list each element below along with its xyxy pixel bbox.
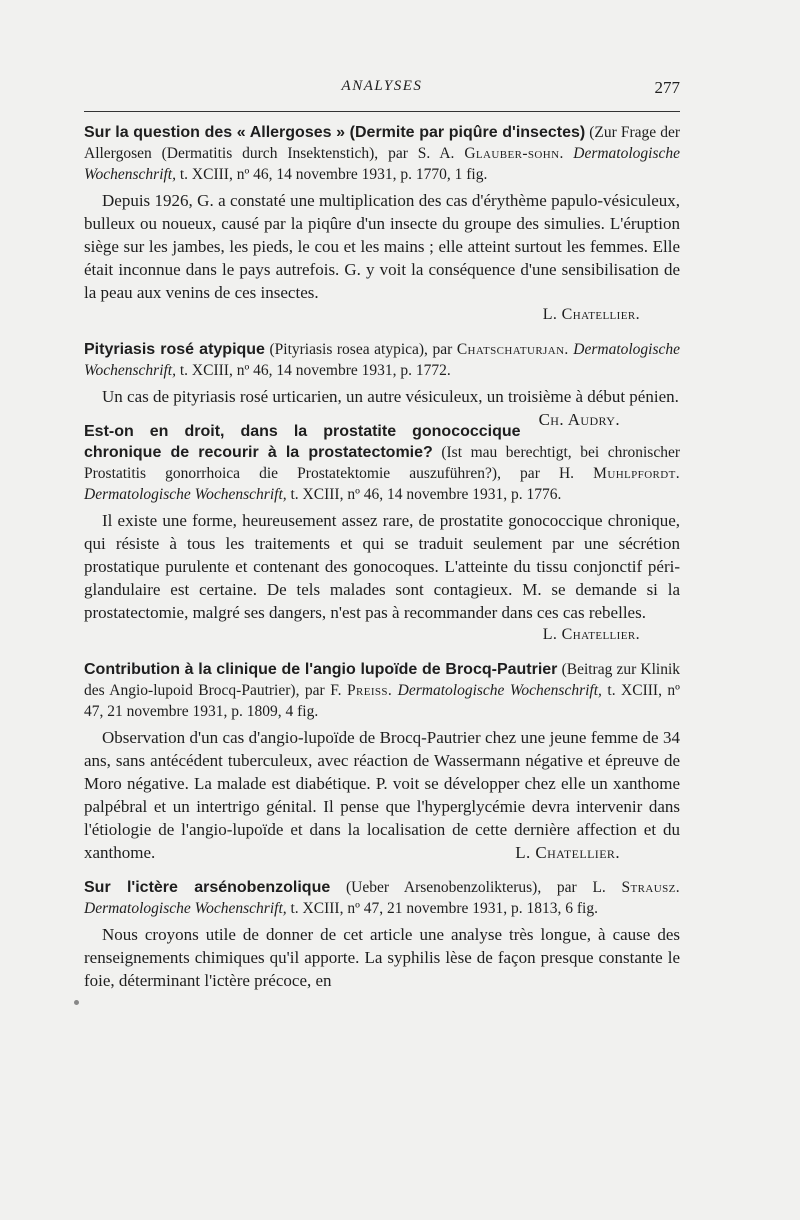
entry-body: Il existe une forme, heureusement assez rare, de prostatite gonococcique chronique, qui résiste à tous les traitements et qui se traduit seulement par une sécrétion prostatique purulente et contenant des gonocoques. L'atteinte du tissu conjonctif péri-glandulaire est certaine. De tels malades sont contagieux. M. se demande si la prostatectomie, malgré ses dangers, n'est pas à recommander dans ces cas rebelles. <box>84 511 680 622</box>
citation-text: (Pityriasis rosea atypica), par <box>269 341 453 358</box>
entry-citation: Sur la question des « Allergoses » (Dermite par piqûre d'insectes) (Zur Frage der Allergosen (Dermatitis durch Insektenstich), par S. A. Glauber-sohn. Dermatologische Wochenschrift, t. XCIII, nº 46, 14 novembre 1931, p. 1770, 1 fig. <box>84 124 681 183</box>
entry-body: Depuis 1926, G. a constaté une multiplication des cas d'érythème papulo-vésiculeux, bulleux ou noueux, causé par la piqûre d'un insecte du groupe des simulies. L'éruption siège sur les jambes, les pieds, le cou et les mains ; elle atteint surtout les femmes. Elle était inconnue dans le pays autrefois. G. y voit la conséquence d'une sensibilisation de la peau aux venins de ces insectes. <box>84 191 680 302</box>
header-rule <box>84 111 680 112</box>
entry-signature: L. Chatellier. <box>515 843 620 862</box>
citation-text: (Ueber Arsenobenzolikterus), par L. <box>345 879 606 896</box>
entry-headline: Pityriasis rosé atypique <box>84 341 265 358</box>
analysis-entry <box>84 421 680 646</box>
citation-author: Strausz. <box>621 879 681 896</box>
entry-signature: L. Chatellier. <box>542 626 640 643</box>
analysis-entry <box>84 339 681 429</box>
citation-author: Muhlpfordt. <box>593 465 681 482</box>
entry-body <box>84 726 680 864</box>
citation-journal: Dermatologische Wochenschrift, <box>84 900 287 917</box>
citation-author: Chatschaturjan. <box>456 341 569 358</box>
page-number: 277 <box>654 78 680 97</box>
citation-journal: Dermatologische Wochenschrift, <box>397 682 602 699</box>
citation-author: Glauber-sohn <box>464 145 560 162</box>
running-head <box>84 76 680 100</box>
entry-citation <box>84 421 680 505</box>
analysis-entry <box>84 659 680 864</box>
citation-journal: Dermatologische Wochenschrift, <box>84 145 681 183</box>
entry-citation <box>84 659 680 722</box>
citation-details: t. XCIII, nº 46, 14 novembre 1931, p. 1776. <box>290 486 562 503</box>
citation-journal: Dermatologische Wochenschrift, <box>84 486 287 503</box>
running-head-title: ANALYSES <box>341 78 423 94</box>
citation-text: (Zur Frage der Allergosen (Dermatitis durch Insektenstich), par S. A. <box>84 124 681 162</box>
entry-body-text: Observation d'un cas d'angio-lupoïde de Brocq-Pautrier chez une jeune femme de 34 ans, sans antécédent tuberculeux, avec réaction de Wassermann négative et épreuve de Moro négative. La malade est diabétique. P. voit se développer chez elle un xanthome palpébral et un intertrigo génital. Il pense que l'hyperglycémie devra intervenir dans l'étiologie de l'angio-lupoïde et dans la localisation de cette dernière affection et du xanthome. <box>84 728 680 862</box>
citation-journal: Dermatologische Wochenschrift, <box>84 341 681 379</box>
entry-body <box>84 385 680 429</box>
citation-details: t. XCIII, nº 46, 14 novembre 1931, p. 1772. <box>179 362 451 379</box>
entry-headline: Est-on en droit, dans la prostatite gonococcique chronique de recourir à la prostatectomie? <box>84 423 521 461</box>
citation-details: t. XCIII, nº 47, 21 novembre 1931, p. 1813, 6 fig. <box>290 900 598 917</box>
entry-citation <box>84 339 680 381</box>
citation-details: t. XCIII, nº 47, 21 novembre 1931, p. 1809, 4 fig. <box>84 682 680 720</box>
entry-headline: Contribution à la clinique de l'angio lupoïde de Brocq-Pautrier <box>84 661 558 678</box>
citation-text: (Ist mau berechtigt, bei chronischer Prostatitis gonorrhoica die Prostatektomie auszuführen?), par H. <box>84 444 680 482</box>
entry-headline: Sur la question des « Allergoses » (Dermite par piqûre d'insectes) <box>84 124 586 141</box>
entry-headline: Sur l'ictère arsénobenzolique <box>84 879 331 896</box>
analyses-column <box>84 122 680 1005</box>
entry-body-text: Un cas de pityriasis rosé urticarien, un autre vésiculeux, un troisième à début pénien. <box>102 387 679 406</box>
entry-signature: Ch. Audry. <box>538 410 620 429</box>
analysis-entry <box>84 877 680 992</box>
entry-citation <box>84 877 680 919</box>
paper-speck <box>74 1000 79 1005</box>
entry-body: Nous croyons utile de donner de cet article une analyse très longue, à cause des renseignements chimiques qu'il apporte. La syphilis lèse de façon presque constante le foie, déterminant l'ictère précoce, en <box>84 925 680 990</box>
entry-signature: L. Chatellier. <box>542 306 640 323</box>
citation-details: t. XCIII, nº 46, 14 novembre 1931, p. 1770, 1 fig. <box>179 166 488 183</box>
analysis-entry <box>84 122 680 326</box>
citation-text: (Beitrag zur Klinik des Angio-lupoid Brocq-Pautrier), par F. <box>84 661 681 699</box>
citation-author: Preiss. <box>346 682 393 699</box>
